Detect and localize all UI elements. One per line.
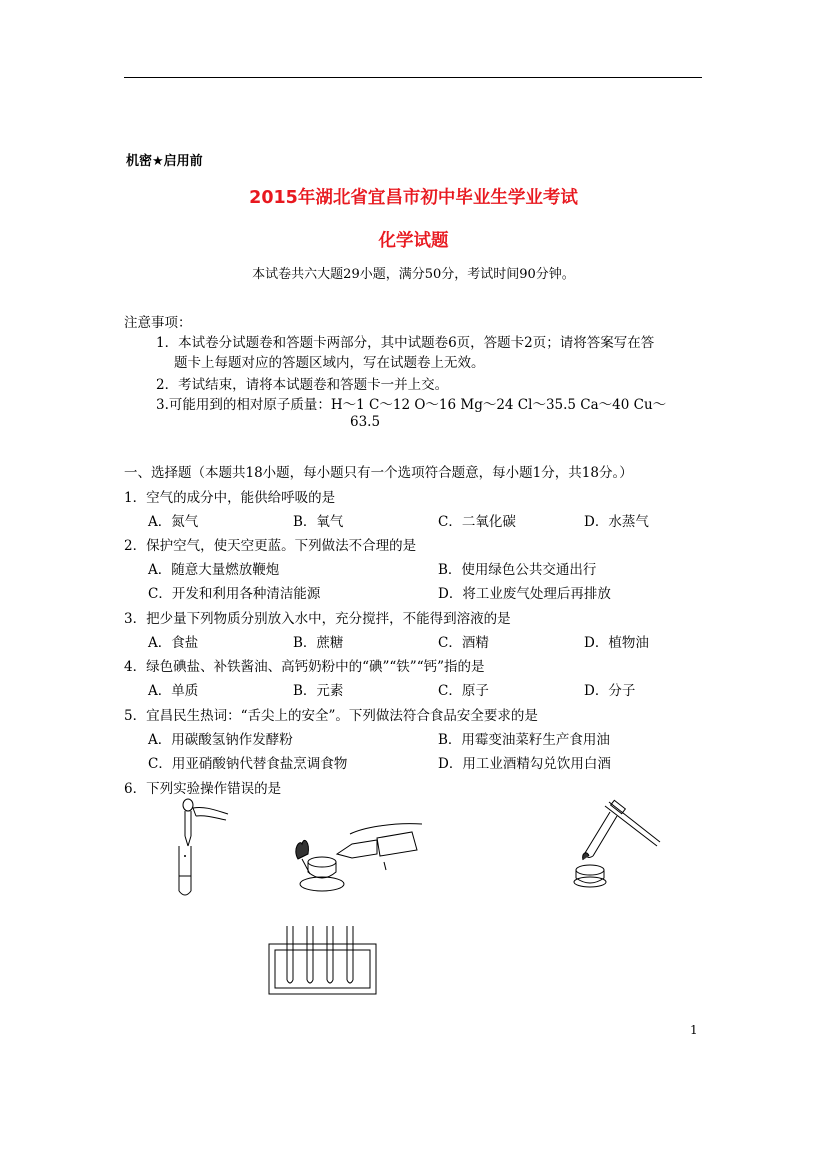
note-item: 2．考试结束，请将本试题卷和答题卡一并上交。 [156,377,449,393]
option: C．用亚硝酸钠代替食盐烹调食物 [148,756,348,772]
option: B．用霉变油菜籽生产食用油 [438,732,610,748]
secret-label: 机密★启用前 [126,154,203,169]
note-item: 63.5 [350,414,381,430]
option: D．水蒸气 [584,514,649,530]
option: B．蔗糖 [293,635,344,651]
option: A．随意大量燃放鞭炮 [148,562,280,578]
option: D．用工业酒精勾兑饮用白酒 [438,756,611,772]
question-stem: 1．空气的成分中，能供给呼吸的是 [124,490,336,506]
alcohol-lamp-lighting-figure [282,814,432,894]
option: D．将工业废气处理后再排放 [438,586,611,602]
exam-info: 本试卷共六大题29小题，满分50分，考试时间90分钟。 [252,267,575,282]
note-item: 题卡上每题对应的答题区域内，写在试题卷上无效。 [174,355,485,371]
notes-heading: 注意事项： [124,315,192,331]
exam-subject: 化学试题 [378,231,449,251]
option: B．氧气 [293,514,344,530]
page-number: 1 [690,1023,698,1037]
option: D．分子 [584,683,636,699]
option: C．酒精 [438,635,489,651]
question-stem: 4．绿色碘盐、补铁酱油、高钙奶粉中的“碘”“铁”“钙”指的是 [124,659,485,675]
option: D．植物油 [584,635,649,651]
question-stem: 2．保护空气，使天空更蓝。下列做法不合理的是 [124,538,417,554]
note-item: 3.可能用到的相对原子质量：H～1 C～12 O～16 Mg～24 Cl～35.5 Ca～40 Cu～ [156,397,667,413]
option: A．食盐 [148,635,199,651]
option: B．使用绿色公共交通出行 [438,562,597,578]
question-stem: 5．宜昌民生热词：“舌尖上的安全”。下列做法符合食品安全要求的是 [124,708,538,724]
section-heading: 一、选择题（本题共18小题，每小题只有一个选项符合题意，每小题1分，共18分。） [124,465,633,481]
option: A．氮气 [148,514,199,530]
note-item: 1．本试卷分试题卷和答题卡两部分，其中试题卷6页，答题卡2页；请将答案写在答 [156,335,655,351]
exam-title: 2015年湖北省宜昌市初中毕业生学业考试 [249,188,578,208]
test-tube-rack-figure [265,920,380,1000]
option: B．元素 [293,683,344,699]
header-rule [124,77,702,78]
dropper-test-tube-figure [160,796,240,901]
option: C．二氧化碳 [438,514,516,530]
question-stem: 3．把少量下列物质分别放入水中，充分搅拌，不能得到溶液的是 [124,611,511,627]
option: A．用碳酸氢钠作发酵粉 [148,732,293,748]
option: C．原子 [438,683,489,699]
option: A．单质 [148,683,199,699]
option: C．开发和利用各种清洁能源 [148,586,321,602]
heating-test-tube-figure [565,798,665,893]
question-stem: 6．下列实验操作错误的是 [124,781,282,797]
